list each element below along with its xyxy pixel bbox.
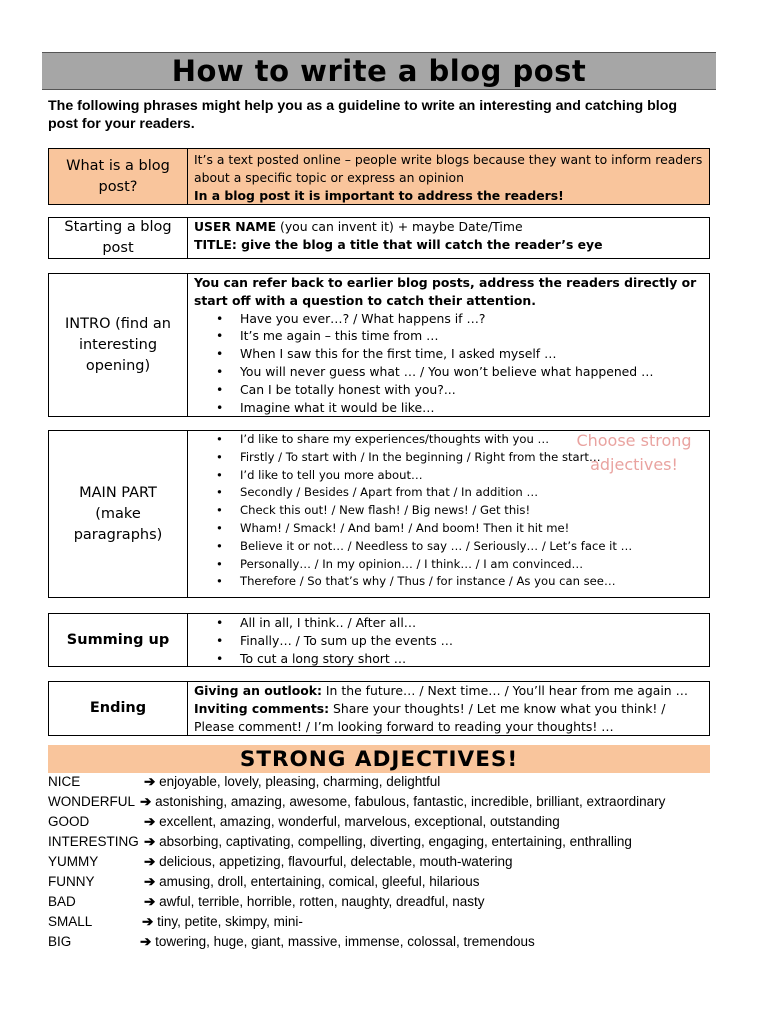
synonym-list: enjoyable, lovely, pleasing, charming, delightful [159, 774, 441, 789]
adjective-synonyms [140, 792, 665, 812]
adjective-word: BAD [48, 894, 76, 909]
synonym-list: tiny, petite, skimpy, mini- [157, 914, 303, 929]
intro-paragraph: The following phrases might help you as a guideline to write an interesting and catching blog post for your readers. [48, 98, 678, 132]
adjective-synonyms [144, 892, 485, 912]
section-content [188, 682, 709, 735]
list-item: • Wham! / Smack! / And bam! / And boom! Then it hit me! [194, 520, 703, 538]
outlook-line [194, 682, 703, 700]
section-content [188, 431, 709, 597]
adjective-row [48, 932, 728, 952]
section-label: INTRO (find an interesting opening) [49, 274, 188, 416]
section-label: What is a blog post? [49, 149, 188, 204]
section-label: Summing up [49, 614, 188, 666]
adjective-synonyms [144, 812, 560, 832]
arrow-icon: ➔ [144, 814, 156, 829]
summing-phrase-list [194, 614, 703, 667]
adjective-synonyms [144, 872, 480, 892]
list-item: • To cut a long story short … [194, 650, 703, 668]
list-item: • Personally… / In my opinion… / I think… / I am convinced… [194, 556, 703, 574]
synonym-list: excellent, amazing, wonderful, marvelous, exceptional, outstanding [159, 814, 560, 829]
outlook-label: Giving an outlook: [194, 683, 322, 698]
section-intro [48, 273, 710, 417]
adjectives-title: STRONG ADJECTIVES! [239, 746, 519, 772]
arrow-icon: ➔ [144, 894, 156, 909]
list-item: • It’s me again – this time from … [194, 327, 703, 345]
comments-label: Inviting comments: [194, 700, 330, 716]
synonym-list: absorbing, captivating, compelling, diverting, engaging, entertaining, enthralling [159, 834, 632, 849]
user-name-line [194, 218, 703, 236]
section-content [188, 149, 709, 204]
adjective-word: FUNNY [48, 874, 95, 889]
list-item: • Secondly / Besides / Apart from that / In addition … [194, 484, 703, 502]
adjective-row [48, 912, 728, 932]
list-item: • Can I be totally honest with you?... [194, 381, 703, 399]
title-line: TITLE: give the blog a title that will catch the reader’s eye [194, 236, 603, 252]
synonym-list: astonishing, amazing, awesome, fabulous, fantastic, incredible, brilliant, extraordinary [155, 794, 666, 809]
comments-text: Share your thoughts! / Let me know what you think! / Please comment! / I’m looking forward to reading your thoughts! … [194, 700, 666, 734]
list-item: • Therefore / So that’s why / Thus / for instance / As you can see… [194, 573, 703, 591]
main-phrase-list [194, 431, 703, 591]
intro-phrase-list [194, 310, 703, 417]
list-item: • Finally… / To sum up the events … [194, 632, 703, 650]
arrow-icon: ➔ [142, 914, 154, 929]
section-label: MAIN PART (make paragraphs) [49, 431, 188, 597]
adjective-word: NICE [48, 774, 81, 789]
section-summing-up [48, 613, 710, 667]
adjective-synonyms [144, 852, 513, 872]
section-label: Starting a blog post [49, 218, 188, 258]
comments-line [194, 700, 703, 736]
synonym-list: towering, huge, giant, massive, immense, colossal, tremendous [155, 934, 535, 949]
definition-emphasis: In a blog post it is important to address the readers! [194, 187, 564, 203]
list-item: • When I saw this for the first time, I asked myself … [194, 345, 703, 363]
adjective-synonyms [144, 832, 632, 852]
section-content [188, 614, 709, 666]
synonym-list: amusing, droll, entertaining, comical, gleeful, hilarious [159, 874, 480, 889]
section-ending [48, 681, 710, 736]
list-item: • Check this out! / New flash! / Big news! / Get this! [194, 502, 703, 520]
list-item: • I’d like to tell you more about… [194, 467, 703, 485]
adjective-row [48, 852, 728, 872]
list-item: • All in all, I think.. / After all… [194, 614, 703, 632]
page-title: How to write a blog post [171, 54, 587, 88]
list-item: • Believe it or not… / Needless to say … / Seriously… / Let’s face it … [194, 538, 703, 556]
adjectives-header [48, 745, 710, 773]
arrow-icon: ➔ [140, 794, 152, 809]
arrow-icon: ➔ [144, 874, 156, 889]
definition-text: It’s a text posted online – people write blogs because they want to inform readers about a specific topic or express an opinion [194, 152, 703, 185]
section-content [188, 274, 709, 416]
section-label: Ending [49, 682, 188, 735]
list-item: • Firstly / To start with / In the beginning / Right from the start… [194, 449, 703, 467]
adjective-row [48, 772, 728, 792]
adjective-word: BIG [48, 934, 72, 949]
arrow-icon: ➔ [140, 934, 152, 949]
outlook-text: In the future… / Next time… / You’ll hear from me again … [321, 683, 688, 698]
adjective-row [48, 892, 728, 912]
arrow-icon: ➔ [144, 774, 156, 789]
intro-lead: You can refer back to earlier blog posts, address the readers directly or start off with a question to catch their attention. [194, 275, 697, 308]
synonym-list: awful, terrible, horrible, rotten, naughty, dreadful, nasty [159, 894, 485, 909]
section-main-part [48, 430, 710, 598]
list-item: • Imagine what it would be like… [194, 399, 703, 417]
adjective-word: GOOD [48, 814, 90, 829]
synonym-list: delicious, appetizing, flavourful, delectable, mouth-watering [159, 854, 513, 869]
adjectives-list [48, 772, 728, 952]
adjective-synonyms [144, 772, 440, 792]
section-starting [48, 217, 710, 259]
list-item: • Have you ever…? / What happens if …? [194, 310, 703, 328]
arrow-icon: ➔ [144, 834, 156, 849]
adjective-word: WONDERFUL [48, 794, 135, 809]
adjective-row [48, 792, 728, 812]
user-name-label: USER NAME [194, 219, 277, 234]
arrow-icon: ➔ [144, 854, 156, 869]
adjective-synonyms [142, 912, 303, 932]
section-what-is-blog [48, 148, 710, 205]
adjective-row [48, 872, 728, 892]
adjective-word: YUMMY [48, 854, 99, 869]
title-bar [42, 52, 716, 90]
user-name-note: (you can invent it) + maybe Date/Time [276, 219, 523, 234]
adjective-tip: Choose strong adjectives! [576, 431, 692, 474]
list-item: • You will never guess what … / You won’t believe what happened … [194, 363, 703, 381]
adjective-word: INTERESTING [48, 834, 139, 849]
adjective-row [48, 812, 728, 832]
adjective-synonyms [140, 932, 535, 952]
section-content [188, 218, 709, 258]
adjective-word: SMALL [48, 914, 93, 929]
adjective-row [48, 832, 728, 852]
list-item: • I’d like to share my experiences/thoughts with you … [194, 431, 703, 449]
